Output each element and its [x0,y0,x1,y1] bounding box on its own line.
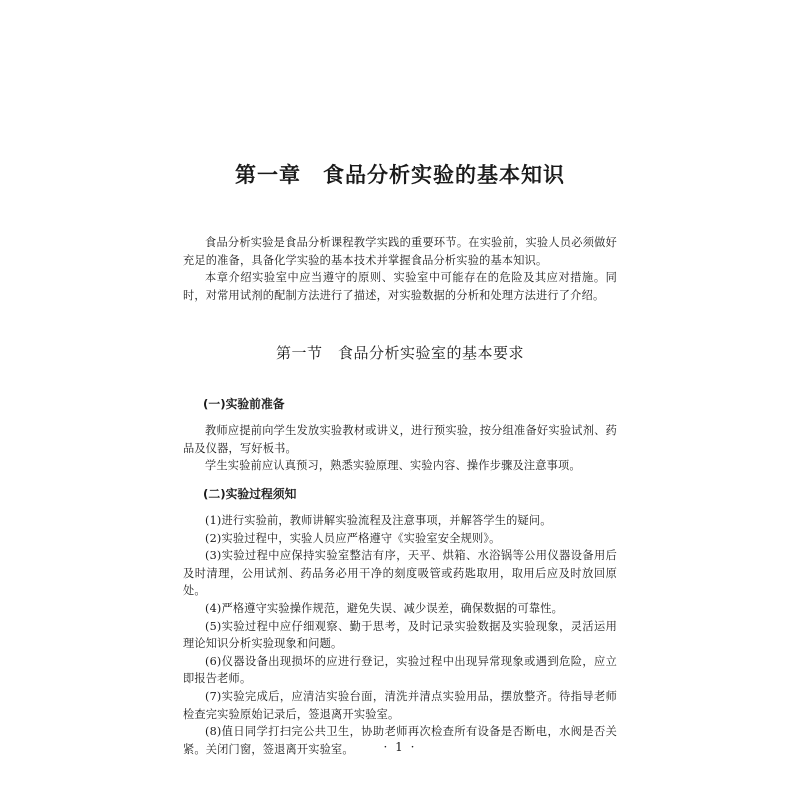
process-heading: (二)实验过程须知 [203,487,297,501]
page-number: · 1 · [383,740,417,754]
process-item: (5)实验过程中应仔细观察、勤于思考，及时记录实验数据及实验现象，灵活运用理论知识分析实验现象和问题。 [183,619,617,651]
process-section [183,484,617,758]
process-item: (7)实验完成后，应清洁实验台面，清洗并清点实验用品，摆放整齐。待指导老师检查完实验原始记录后，签退离开实验室。 [183,689,617,721]
intro-paragraph: 食品分析实验是食品分析课程教学实践的重要环节。在实验前，实验人员必须做好充足的准备，具备化学实验的基本技术并掌握食品分析实验的基本知识。 [183,236,617,267]
preparation-section [183,394,617,475]
process-item: (3)实验过程中应保持实验室整洁有序，天平、烘箱、水浴锅等公用仪器设备用后及时清理，公用试剂、药品务必用干净的刻度吸管或药匙取用，取用后应及时放回原处。 [183,549,617,598]
process-item: (8)值日同学打扫完公共卫生，协助老师再次检查所有设备是否断电，水阀是否关紧。关闭门窗，签退离开实验室。 [183,725,617,756]
process-item: (1)进行实验前，教师讲解实验流程及注意事项，并解答学生的疑问。 [205,514,552,527]
process-item: (2)实验过程中，实验人员应严格遵守《实验室安全规则》。 [205,531,501,545]
process-item: (6)仪器设备出现损坏的应进行登记，实验过程中出现异常现象或遇到危险，应立即报告老师。 [183,654,617,686]
section-title: 第一节 食品分析实验室的基本要求 [275,344,524,362]
intro-section [183,234,617,304]
intro-paragraph: 本章介绍实验室中应当遵守的原则、实验室中可能存在的危险及其应对措施。同时，对常用试剂的配制方法进行了描述，对实验数据的分析和处理方法进行了介绍。 [183,271,617,302]
preparation-paragraph: 学生实验前应认真预习，熟悉实验原理、实验内容、操作步骤及注意事项。 [205,459,581,473]
chapter-title: 第一章 食品分析实验的基本知识 [235,162,565,187]
process-item: (4)严格遵守实验操作规范，避免失误、减少误差，确保数据的可靠性。 [205,601,564,615]
preparation-paragraph: 教师应提前向学生发放实验教材或讲义，进行预实验，按分组准备好实验试剂、药品及仪器，写好板书。 [183,424,617,455]
preparation-heading: (一)实验前准备 [203,397,285,411]
